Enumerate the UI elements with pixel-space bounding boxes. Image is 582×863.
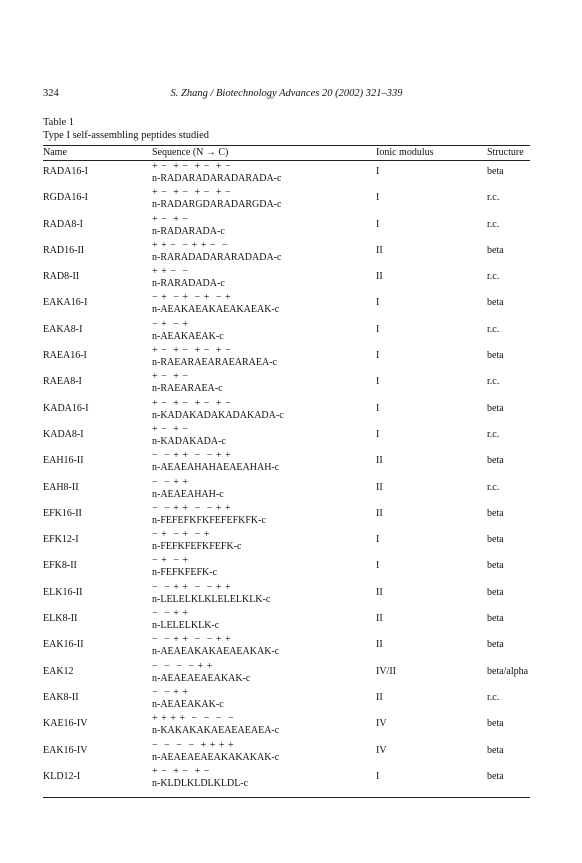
charge-pattern: + + − − <box>152 266 189 278</box>
peptide-name: RADA16-I <box>43 166 88 177</box>
table-row <box>0 715 582 741</box>
peptide-sequence: n-RADARADARADARADA-c <box>152 173 282 184</box>
table-body <box>0 163 582 794</box>
table-row <box>0 686 582 715</box>
ionic-modulus: II <box>376 455 383 467</box>
charge-pattern: − + − + − + − + <box>152 292 232 304</box>
ionic-modulus: I <box>376 770 380 782</box>
charge-pattern: − + − + <box>152 555 189 567</box>
peptide-sequence: n-AEAEAEAEAKAK-c <box>152 672 251 684</box>
structure: r.c. <box>487 428 500 440</box>
peptide-name: ELK8-II <box>43 613 78 625</box>
peptide-name: EAK16-IV <box>43 744 88 756</box>
table-row <box>0 189 582 215</box>
structure: beta <box>487 166 504 177</box>
ionic-modulus: II <box>376 586 383 598</box>
charge-pattern: + − + − + − + − <box>152 397 232 409</box>
structure: beta <box>487 560 504 572</box>
peptide-sequence: n-LELELKLKLELELKLK-c <box>152 593 271 605</box>
column-header-name: Name <box>43 147 67 158</box>
journal-reference: S. Zhang / Biotechnology Advances 20 (2002) 321–339 <box>170 88 403 99</box>
structure: beta <box>487 534 504 546</box>
ionic-modulus: I <box>376 297 380 309</box>
peptide-sequence: n-AEAEAKAK-c <box>152 698 224 710</box>
structure: r.c. <box>487 376 500 388</box>
peptide-sequence: n-FEFKFEFKFEFK-c <box>152 541 242 553</box>
charge-pattern: + − + − <box>152 423 189 435</box>
peptide-sequence: n-FEFEFKFKFEFEFKFK-c <box>152 514 266 526</box>
peptide-name: RGDA16-I <box>43 192 88 204</box>
table-row <box>0 373 582 399</box>
structure: r.c. <box>487 192 500 204</box>
peptide-name: EAK16-II <box>43 639 84 651</box>
charge-pattern: − − + + − − + + <box>152 581 232 593</box>
charge-pattern: − − + + <box>152 608 189 620</box>
peptide-name: EFK16-II <box>43 507 82 519</box>
ionic-modulus: II <box>376 691 383 703</box>
charge-pattern: − − − − + + <box>152 660 213 672</box>
structure: beta <box>487 455 504 467</box>
table-row <box>0 294 582 320</box>
peptide-sequence: n-RARADADARARADADA-c <box>152 251 282 263</box>
charge-pattern: − − + + − − + + <box>152 502 232 514</box>
charge-pattern: + − + − <box>152 213 189 225</box>
peptide-sequence: n-AEAEAHAHAEAEAHAH-c <box>152 462 280 474</box>
table-row <box>0 660 582 689</box>
charge-pattern: + − + − + − + − <box>152 161 232 172</box>
table-row <box>0 163 582 189</box>
charge-pattern: + − + − + − + − <box>152 187 232 199</box>
column-header-sequence: Sequence (N → C) <box>152 147 229 158</box>
charge-pattern: + + − − + + − − <box>152 239 229 251</box>
charge-pattern: − − − − + + + + <box>152 739 235 751</box>
peptide-name: RAD16-II <box>43 244 85 256</box>
peptide-sequence: n-LELELKLK-c <box>152 620 220 632</box>
structure: r.c. <box>487 481 500 493</box>
ionic-modulus: I <box>376 323 380 335</box>
peptide-sequence: n-KAKAKAKAEAEAEAEA-c <box>152 725 280 737</box>
table-row <box>0 765 582 794</box>
structure: r.c. <box>487 323 500 335</box>
table-row <box>0 557 582 583</box>
ionic-modulus: II <box>376 244 383 256</box>
peptide-name: RADA8-I <box>43 218 83 230</box>
table-row <box>0 581 582 610</box>
peptide-name: RAD8-II <box>43 271 80 283</box>
structure: beta <box>487 613 504 625</box>
peptide-name: RAEA16-I <box>43 350 87 362</box>
structure: beta <box>487 244 504 256</box>
peptide-sequence: n-RAEARAEA-c <box>152 383 223 395</box>
ionic-modulus: I <box>376 350 380 362</box>
charge-pattern: − − + + − − + + <box>152 450 232 462</box>
structure: beta <box>487 639 504 651</box>
table-top-rule <box>43 145 530 146</box>
table-label: Table 1 <box>43 117 75 128</box>
ionic-modulus: II <box>376 481 383 493</box>
charge-pattern: + − + − + − + − <box>152 345 232 357</box>
table-row <box>0 423 582 452</box>
table-bottom-rule <box>43 797 530 798</box>
structure: beta <box>487 718 504 730</box>
structure: r.c. <box>487 271 500 283</box>
structure: beta <box>487 350 504 362</box>
structure: beta <box>487 297 504 309</box>
table-row <box>0 347 582 373</box>
peptide-sequence: n-AEAKAEAKAEAKAEAK-c <box>152 304 280 316</box>
peptide-sequence: n-AEAEAKAKAEAEAKAK-c <box>152 646 280 658</box>
ionic-modulus: I <box>376 166 380 177</box>
table-row <box>0 268 582 294</box>
structure: beta <box>487 744 504 756</box>
table-row <box>0 213 582 242</box>
table-row <box>0 318 582 347</box>
ionic-modulus: IV/II <box>376 665 396 677</box>
table-row <box>0 636 582 662</box>
ionic-modulus: I <box>376 192 380 204</box>
table-row <box>0 739 582 768</box>
peptide-sequence: n-RARADADA-c <box>152 278 225 290</box>
ionic-modulus: IV <box>376 718 387 730</box>
ionic-modulus: II <box>376 271 383 283</box>
peptide-name: KLD12-I <box>43 770 81 782</box>
peptide-sequence: n-KADAKADA-c <box>152 435 226 447</box>
peptide-name: RAEA8-I <box>43 376 82 388</box>
ionic-modulus: I <box>376 218 380 230</box>
table-row <box>0 502 582 531</box>
charge-pattern: − − + + <box>152 686 189 698</box>
structure: r.c. <box>487 691 500 703</box>
ionic-modulus: II <box>376 639 383 651</box>
ionic-modulus: II <box>376 507 383 519</box>
column-header-ionic-modulus: Ionic modulus <box>376 147 434 158</box>
peptide-sequence: n-RAEARAEARAEARAEA-c <box>152 357 277 369</box>
charge-pattern: + + + + − − − − <box>152 713 235 725</box>
peptide-name: EFK12-I <box>43 534 79 546</box>
charge-pattern: − + − + − + <box>152 529 210 541</box>
ionic-modulus: II <box>376 613 383 625</box>
charge-pattern: − + − + <box>152 318 189 330</box>
ionic-modulus: I <box>376 428 380 440</box>
table-row <box>0 531 582 557</box>
peptide-name: EAK12 <box>43 665 74 677</box>
charge-pattern: + − + − <box>152 371 189 383</box>
peptide-sequence: n-AEAEAHAH-c <box>152 488 224 500</box>
structure: beta <box>487 586 504 598</box>
peptide-name: KADA16-I <box>43 402 89 414</box>
structure: beta/alpha <box>487 665 529 677</box>
ionic-modulus: I <box>376 376 380 388</box>
peptide-name: EFK8-II <box>43 560 77 572</box>
peptide-name: EAKA16-I <box>43 297 88 309</box>
peptide-name: KADA8-I <box>43 428 84 440</box>
table-caption <box>43 117 209 142</box>
peptide-name: ELK16-II <box>43 586 83 598</box>
charge-pattern: − − + + − − + + <box>152 634 232 646</box>
ionic-modulus: I <box>376 534 380 546</box>
peptide-sequence: n-KADAKADAKADAKADA-c <box>152 409 284 421</box>
ionic-modulus: I <box>376 560 380 572</box>
ionic-modulus: IV <box>376 744 387 756</box>
table-row <box>0 452 582 478</box>
table-row <box>0 239 582 268</box>
charge-pattern: + − + − + − <box>152 765 210 777</box>
table-row <box>0 610 582 636</box>
column-header-structure: Structure <box>487 147 524 158</box>
peptide-sequence: n-FEFKFEFK-c <box>152 567 218 579</box>
structure: r.c. <box>487 218 500 230</box>
peptide-name: EAH16-II <box>43 455 84 467</box>
ionic-modulus: I <box>376 402 380 414</box>
peptide-sequence: n-RADARGDARADARGDA-c <box>152 199 282 211</box>
peptide-name: KAE16-IV <box>43 718 88 730</box>
table-row <box>0 397 582 426</box>
peptide-name: EAK8-II <box>43 691 79 703</box>
peptide-sequence: n-AEAKAEAK-c <box>152 330 224 342</box>
table-header-rule <box>43 160 530 161</box>
structure: beta <box>487 770 504 782</box>
table-header-row <box>0 147 582 159</box>
table-row <box>0 476 582 505</box>
structure: beta <box>487 507 504 519</box>
peptide-name: EAH8-II <box>43 481 79 493</box>
peptide-sequence: n-KLDLKLDLKLDL-c <box>152 777 249 789</box>
page-number: 324 <box>43 88 59 99</box>
charge-pattern: − − + + <box>152 476 189 488</box>
peptide-sequence: n-AEAEAEAEAKAKAKAK-c <box>152 751 280 763</box>
table-title: Type I self-assembling peptides studied <box>43 129 210 141</box>
peptide-name: EAKA8-I <box>43 323 83 335</box>
structure: beta <box>487 402 504 414</box>
peptide-sequence: n-RADARADA-c <box>152 225 225 237</box>
